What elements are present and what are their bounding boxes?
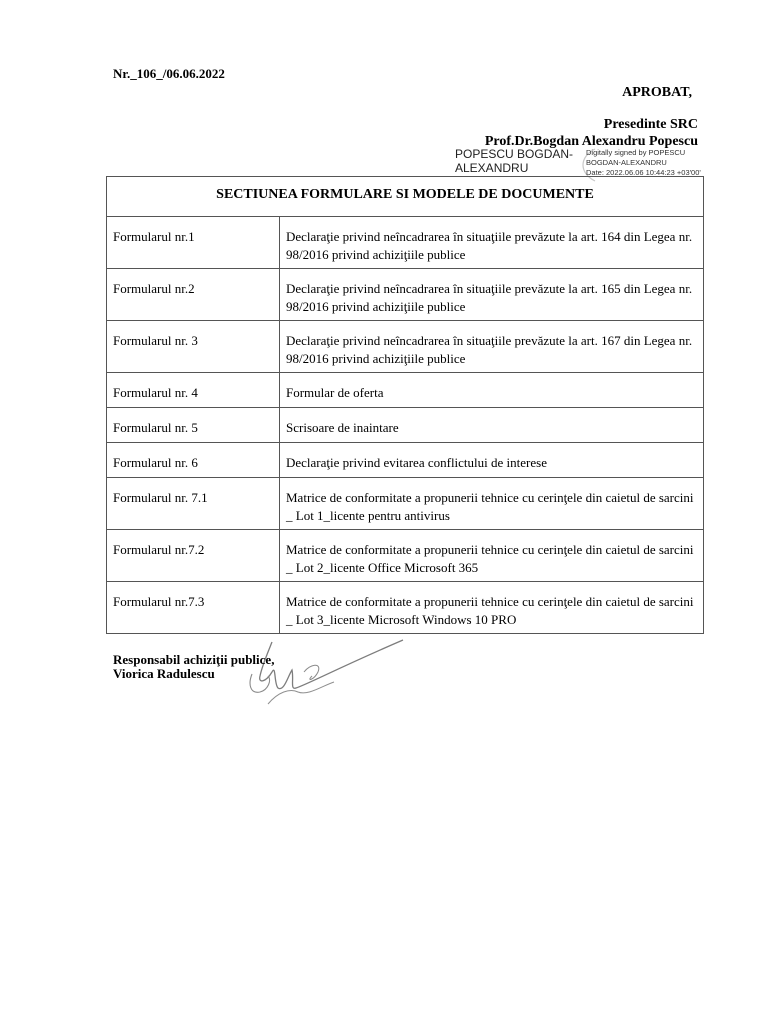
form-description: Formular de oferta (280, 373, 704, 408)
president-name: Prof.Dr.Bogdan Alexandru Popescu (484, 134, 698, 149)
signature-line-1: Digitally signed by POPESCU (586, 148, 686, 157)
form-number: Formularul nr. 6 (107, 443, 280, 478)
form-number: Formularul nr. 4 (107, 373, 280, 408)
table-row (107, 530, 704, 582)
table-row (107, 408, 704, 443)
document-number: Nr._106_/06.06.2022 (113, 66, 225, 81)
president-title: Presedinte SRC (603, 117, 698, 132)
form-description: Declaraţie privind neîncadrarea în situaţiile prevăzute la art. 165 din Legea nr. 98/2016 privind achiziţiile publice (280, 269, 704, 321)
forms-table (106, 176, 704, 634)
form-number: Formularul nr.7.3 (107, 582, 280, 634)
form-description: Declaraţie privind neîncadrarea în situaţiile prevăzute la art. 167 din Legea nr. 98/2016 privind achiziţiile publice (280, 321, 704, 373)
form-description: Scrisoare de inaintare (280, 408, 704, 443)
form-description: Matrice de conformitate a propunerii tehnice cu cerinţele din caietul de sarcini _ Lot 1_licente pentru antivirus (280, 478, 704, 530)
table-row (107, 443, 704, 478)
form-description: Declaraţie privind neîncadrarea în situaţiile prevăzute la art. 164 din Legea nr. 98/2016 privind achiziţiile publice (280, 217, 704, 269)
form-description: Matrice de conformitate a propunerii tehnice cu cerinţele din caietul de sarcini _ Lot 2_licente Office Microsoft 365 (280, 530, 704, 582)
digital-signature-details (586, 148, 711, 178)
form-number: Formularul nr. 7.1 (107, 478, 280, 530)
table-title: SECTIUNEA FORMULARE SI MODELE DE DOCUMENTE (107, 177, 704, 217)
form-number: Formularul nr.7.2 (107, 530, 280, 582)
form-description: Matrice de conformitate a propunerii tehnice cu cerinţele din caietul de sarcini _ Lot 3_licente Microsoft Windows 10 PRO (280, 582, 704, 634)
table-row (107, 269, 704, 321)
form-description: Declaraţie privind evitarea conflictului de interese (280, 443, 704, 478)
responsible-name: Viorica Radulescu (113, 666, 215, 681)
table-row (107, 478, 704, 530)
form-number: Formularul nr. 5 (107, 408, 280, 443)
table-row (107, 373, 704, 408)
form-number: Formularul nr.2 (107, 269, 280, 321)
digital-signature-name: POPESCU BOGDAN-ALEXANDRU (455, 147, 574, 175)
form-number: Formularul nr.1 (107, 217, 280, 269)
table-row (107, 321, 704, 373)
approved-label: APROBAT, (622, 85, 692, 100)
signature-line-3: Date: 2022.06.06 10:44:23 +03'00' (586, 168, 701, 177)
handwritten-signature (238, 632, 408, 712)
signature-line-2: BOGDAN-ALEXANDRU (586, 158, 667, 167)
table-row (107, 582, 704, 634)
form-number: Formularul nr. 3 (107, 321, 280, 373)
responsible-title: Responsabil achiziţii publice, (113, 652, 275, 667)
table-row (107, 217, 704, 269)
